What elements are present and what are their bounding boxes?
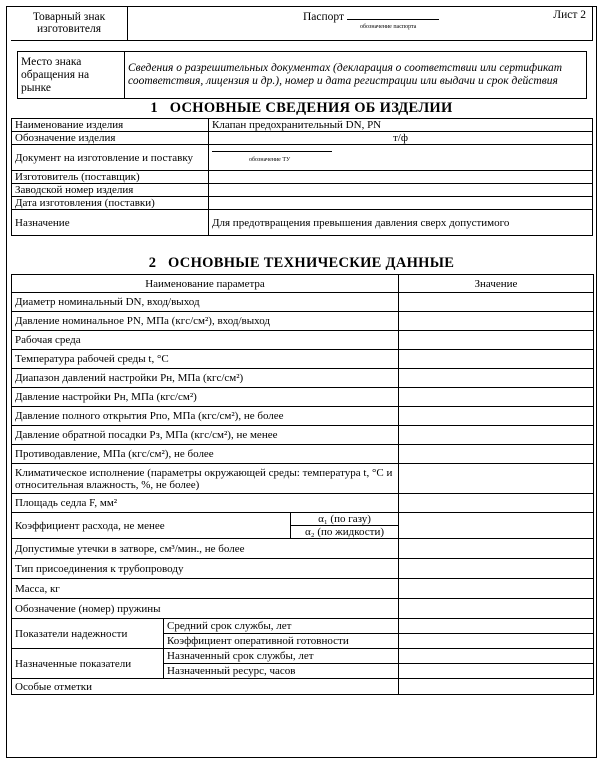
section2-row (12, 579, 594, 599)
section2-row (12, 494, 594, 513)
section1-row-value (209, 171, 593, 184)
passport-cell (128, 7, 593, 40)
section1-row (12, 210, 593, 236)
col-param-header: Наименование параметра (12, 275, 399, 293)
section2-row (12, 369, 594, 388)
param-value (399, 350, 594, 369)
param-value (399, 426, 594, 445)
param-name: Тип присоединения к трубопроводу (12, 559, 399, 579)
place-of-mark-table (17, 51, 587, 99)
section1-row (12, 184, 593, 197)
flow-value (399, 513, 594, 539)
section1-row-label: Обозначение изделия (12, 132, 209, 145)
section1-title (7, 100, 596, 117)
param-value (399, 579, 594, 599)
section2-row (12, 388, 594, 407)
notes-row (12, 679, 594, 695)
section2-header-row (12, 275, 594, 293)
section2-row (12, 445, 594, 464)
param-name: Диаметр номинальный DN, вход/выход (12, 293, 399, 312)
trademark-cell (11, 7, 128, 40)
flow-gas: α₁ (по газу) (291, 513, 399, 526)
param-value (399, 388, 594, 407)
section1-row-label: Дата изготовления (поставки) (12, 197, 209, 210)
section1-row (12, 119, 593, 132)
param-value (399, 407, 594, 426)
section1-row (12, 197, 593, 210)
section1-row-value: т/ф (209, 132, 593, 145)
param-name: Давление обратной посадки Рз, МПа (кгс/см²), не менее (12, 426, 399, 445)
passport-designation-line (347, 9, 439, 20)
section2-row (12, 407, 594, 426)
section2-row (12, 559, 594, 579)
section1-heading: ОСНОВНЫЕ СВЕДЕНИЯ ОБ ИЗДЕЛИИ (169, 100, 453, 116)
param-name: Давление номинальное PN, МПа (кгс/см²), вход/выход (12, 312, 399, 331)
trademark-label: Товарный знак изготовителя (32, 11, 106, 36)
param-name: Площадь седла F, мм² (12, 494, 399, 513)
flow-label: Коэффициент расхода, не менее (12, 513, 291, 539)
section2-row (12, 312, 594, 331)
param-value (399, 494, 594, 513)
section1-row-value: Клапан предохранительный DN, PN (209, 119, 593, 132)
section1-row-value (209, 145, 593, 171)
section1-row (12, 145, 593, 171)
param-value (399, 599, 594, 619)
param-name: Обозначение (номер) пружины (12, 599, 399, 619)
param-name: Противодавление, МПа (кгс/см²), не более (12, 445, 399, 464)
reliability-b-value (399, 634, 594, 649)
section1-row (12, 132, 593, 145)
reliability-a-value (399, 619, 594, 634)
section2-row (12, 331, 594, 350)
param-name: Рабочая среда (12, 331, 399, 350)
section1-row-label: Назначение (12, 210, 209, 236)
flow-liquid: α₂ (по жидкости) (291, 526, 399, 539)
section1-row (12, 171, 593, 184)
notes-value (399, 679, 594, 695)
reliability-a: Средний срок службы, лет (164, 619, 399, 634)
param-name: Допустимые утечки в затворе, см³/мин., не более (12, 539, 399, 559)
section1-row-value: Для предотвращения превышения давления сверх допустимого (209, 210, 593, 236)
tu-designation-line (212, 151, 332, 152)
param-name: Диапазон давлений настройки Рн, МПа (кгс/см²) (12, 369, 399, 388)
reliability-label: Показатели надежности (12, 619, 164, 649)
col-value-header: Значение (399, 275, 594, 293)
place-text: Сведения о разрешительных документах (декларация о соответствии или сертификат соответствия, лицензия и др.), номер и дата регистрации или выдачи и срок действия (125, 52, 587, 99)
flow-row (12, 513, 594, 526)
reliability-b: Коэффициент оперативной готовности (164, 634, 399, 649)
section2-row (12, 350, 594, 369)
section2-row (12, 599, 594, 619)
param-value (399, 293, 594, 312)
notes-label: Особые отметки (12, 679, 399, 695)
section2-row (12, 293, 594, 312)
param-name: Масса, кг (12, 579, 399, 599)
param-value (399, 445, 594, 464)
header-table (11, 7, 593, 41)
reliability-row (12, 619, 594, 634)
section2-title (7, 255, 596, 272)
assigned-label: Назначенные показатели (12, 649, 164, 679)
assigned-a-value (399, 649, 594, 664)
param-value (399, 331, 594, 350)
section1-row-label: Изготовитель (поставщик) (12, 171, 209, 184)
param-name: Давление полного открытия Рпо, МПа (кгс/см²), не более (12, 407, 399, 426)
sheet-number: Лист 2 (553, 9, 586, 21)
assigned-row (12, 649, 594, 664)
param-name: Давление настройки Рн, МПа (кгс/см²) (12, 388, 399, 407)
place-label: Место знака обращения на рынке (18, 52, 125, 99)
section2-row (12, 539, 594, 559)
section1-table (11, 118, 593, 236)
param-value (399, 539, 594, 559)
passport-label: Паспорт (303, 11, 345, 23)
section1-number: 1 (150, 100, 158, 116)
section1-row-value (209, 197, 593, 210)
section2-table (11, 274, 594, 695)
section2-row (12, 464, 594, 494)
param-name: Климатическое исполнение (параметры окружающей среды: температура t, °С и относительная влажность, %, не более) (12, 464, 399, 494)
param-name: Температура рабочей среды t, °С (12, 350, 399, 369)
section1-row-label: Документ на изготовление и поставку (12, 145, 209, 171)
param-value (399, 464, 594, 494)
assigned-b-value (399, 664, 594, 679)
section1-row-value (209, 184, 593, 197)
assigned-a: Назначенный срок службы, лет (164, 649, 399, 664)
section1-row-label: Наименование изделия (12, 119, 209, 132)
param-value (399, 369, 594, 388)
section2-heading: ОСНОВНЫЕ ТЕХНИЧЕСКИЕ ДАННЫЕ (168, 255, 455, 271)
passport-page (6, 6, 597, 758)
param-value (399, 312, 594, 331)
section2-number: 2 (148, 255, 157, 271)
assigned-b: Назначенный ресурс, часов (164, 664, 399, 679)
param-value (399, 559, 594, 579)
section1-row-label: Заводской номер изделия (12, 184, 209, 197)
passport-designation-caption: обозначение паспорта (360, 24, 417, 30)
section2-row (12, 426, 594, 445)
tu-designation-caption: обозначение ТУ (249, 157, 291, 163)
